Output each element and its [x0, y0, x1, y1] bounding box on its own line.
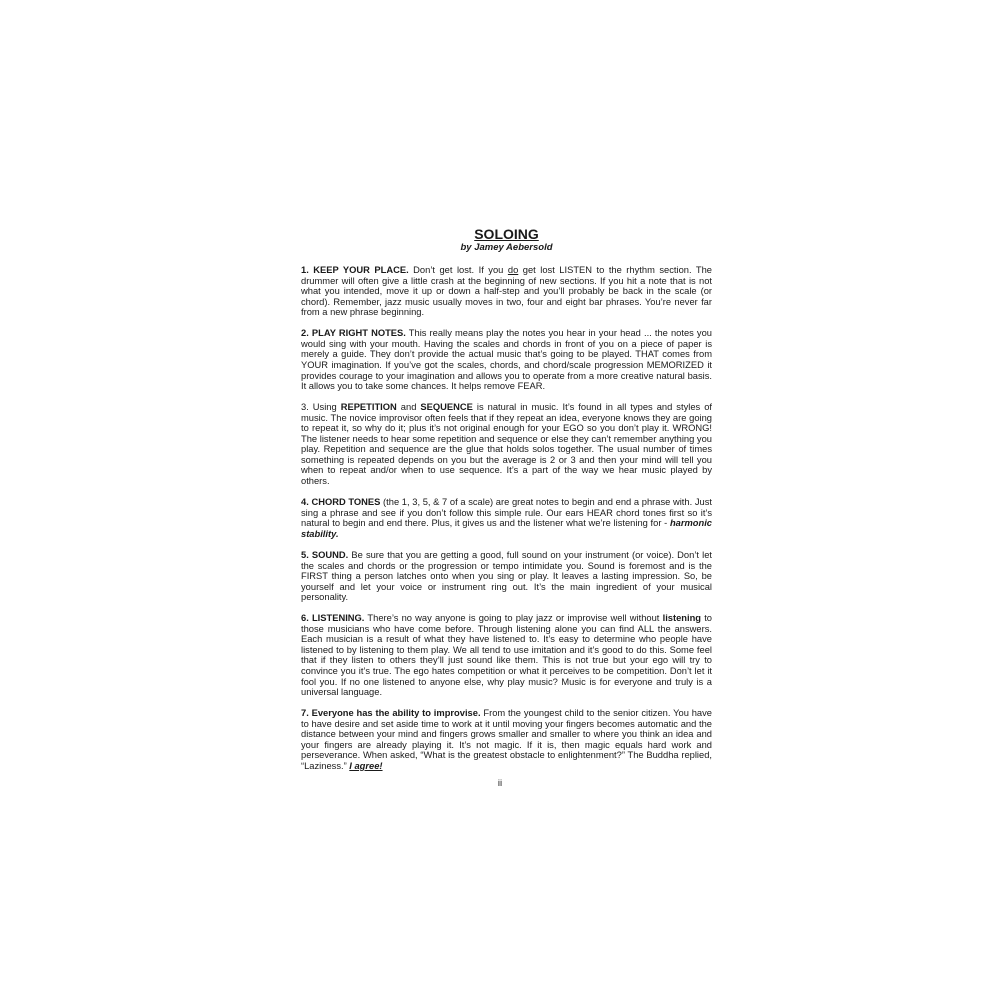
paragraph-heading: 4. CHORD TONES — [301, 497, 381, 508]
paragraph-sound: 5. SOUND. Be sure that you are getting a good, full sound on your instrument (or voice). Don’t let the scales and chords or the progression or tempo intimidate you. Sound is foremost and is the FIRST thing a person latches onto when you sing or play. It leaves a lasting impression. So, be yourself and let your voice or instrument ring out. It’s the main ingredient of your musical personality. — [301, 549, 712, 603]
bold-term: listening — [662, 613, 702, 624]
paragraph-keep-your-place: 1. KEEP YOUR PLACE. Don’t get lost. If you do get lost LISTEN to the rhythm section. The drummer will often give a little crash at the beginning of new sections. If you hit a note that is not what you intended, move it up or down a half-step and you’ll probably be back in the scale (or chord). Remember, jazz music usually moves in two, four and eight bar phrases. You’re never far from a new phrase beginning. — [301, 265, 712, 318]
paragraph-heading: 1. KEEP YOUR PLACE. — [301, 265, 409, 275]
paragraph-play-right-notes: 2. PLAY RIGHT NOTES. This really means play the notes you hear in your head ... the notes you would sing with your mouth. Having the scales and chords in front of you on a piece of paper is merely a guide. They don’t provide the actual music that’s going to be played. THAT comes from YOUR imagination. If you’ve got the scales, chords, and chord/scale progression MEMORIZED it provides courage to your imagination and allows you to operate from a more creative natural basis. It allows you to take some chances. It helps remove FEAR. — [301, 328, 712, 392]
paragraph-heading: 6. LISTENING. — [301, 613, 365, 624]
bold-term: SEQUENCE — [420, 402, 473, 413]
paragraph-heading: 7. Everyone has the ability to improvise. — [301, 708, 481, 719]
paragraph-listening: 6. LISTENING. There’s no way anyone is going to play jazz or improvise well without listening to those musicians who have come before. Through listening alone you can find ALL the answers. Each musician is a result of what they have listened to. It’s easy to determine who people have listened to by listening to them play. We all tend to use imitation and it’s good to do this. Some feel that if they listen to others they’ll just sound like them. This is not true but your ego will try to convince you it’s true. The ego hates competition or what it perceives to be competition. Don’t let it fool you. If no one listened to anyone else, why play music? Music is for everyone and truly is a universal language. — [301, 613, 712, 698]
page-number: ii — [497, 778, 503, 789]
paragraph-heading: 2. PLAY RIGHT NOTES. — [301, 328, 406, 339]
paragraph-repetition-sequence: 3. Using REPETITION and SEQUENCE is natural in music. It’s found in all types and styles of music. The novice improvisor often feels that if they repeat an idea, everyone knows they are going to repeat it, so why do it; plus it’s not original enough for your EGO so you don’t play it. WRONG! The listener needs to hear some repetition and sequence or else they can’t remember anything you play. Repetition and sequence are the glue that holds solos together. The usual number of times something is repeated depends on you but the average is 2 or 3 and then your mind will tell you when to repeat and/or when to use sequence. It’s a part of the way we hear music played by others. — [301, 402, 712, 487]
article-title: SOLOING — [474, 226, 539, 242]
underlined-word: do — [507, 265, 519, 275]
bold-term: REPETITION — [340, 402, 397, 413]
emphasis-phrase: harmonic stability. — [301, 518, 712, 539]
paragraph-ability-to-improvise: 7. Everyone has the ability to improvise. From the youngest child to the senior citizen. You have to have desire and set aside time to work at it until moving your fingers becomes automatic and the distance between your mind and fingers grows smaller and smaller to where you think an idea and your fingers are already playing it. It’s not magic. If it is, then magic equals hard work and perseverance. When asked, “What is the greatest obstacle to enlightenment?” The Buddha replied, “Laziness.” I agree! — [301, 708, 712, 771]
paragraph-heading: 5. SOUND. — [301, 549, 349, 560]
article-byline: by Jamey Aebersold — [460, 242, 553, 253]
paragraph-chord-tones: 4. CHORD TONES (the 1, 3, 5, & 7 of a scale) are great notes to begin and end a phrase with. Just sing a phrase and see if you don’t follow this simple rule. Our ears HEAR chord tones first so it’s natural to begin and end there. Plus, it gives us and the listener what we’re listening for - harmonic stability. — [301, 497, 712, 539]
article — [301, 226, 712, 782]
emphasis-phrase: I agree! — [349, 760, 383, 771]
